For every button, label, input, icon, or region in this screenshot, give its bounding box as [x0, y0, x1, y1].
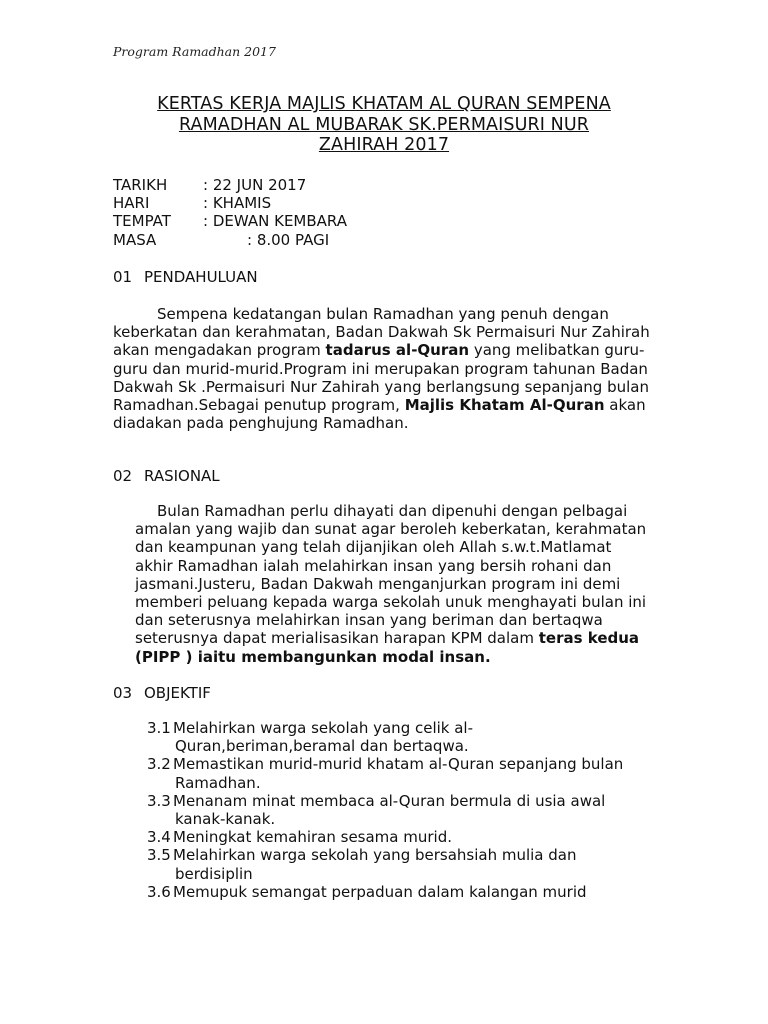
info-value: : KHAMIS: [203, 194, 272, 213]
info-label: HARI: [113, 194, 150, 213]
paragraph-pendahuluan: [113, 305, 650, 432]
item-number: 3.5: [147, 846, 171, 865]
section-heading-objektif: [113, 684, 211, 702]
title-line-3: ZAHIRAH 2017: [318, 135, 450, 155]
list-item: [147, 755, 623, 791]
text-line: Bulan Ramadhan perlu dihayati dan dipenuhi dengan pelbagai: [157, 502, 628, 520]
list-item: [147, 719, 623, 755]
document-title: [100, 94, 668, 156]
text-span: Ramadhan.Sebagai penutup program,: [113, 395, 405, 414]
text-line: [113, 396, 650, 414]
item-number: 3.4: [147, 828, 171, 847]
objective-list: [147, 719, 623, 901]
info-value: : DEWAN KEMBARA: [203, 212, 347, 231]
text-span: akan: [604, 395, 646, 414]
item-text-cont: berdisiplin: [175, 864, 253, 883]
section-heading-rasional: [113, 467, 220, 485]
text-line: Sempena kedatangan bulan Ramadhan yang penuh dengan: [157, 305, 609, 323]
item-text: Melahirkan warga sekolah yang bersahsiah mulia dan: [173, 846, 577, 865]
section-title: PENDAHULUAN: [144, 268, 258, 286]
item-text: Menanam minat membaca al-Quran bermula di usia awal: [173, 791, 606, 810]
title-line-1: KERTAS KERJA MAJLIS KHATAM AL QURAN SEMPENA: [157, 94, 611, 114]
item-number: 3.3: [147, 791, 171, 810]
title-line-2: RAMADHAN AL MUBARAK SK.PERMAISURI NUR: [178, 114, 590, 135]
item-number: 3.6: [147, 882, 171, 901]
text-line: [135, 629, 646, 647]
list-item: [147, 828, 623, 846]
bold-text: tadarus al-Quran: [325, 341, 470, 360]
bold-text: teras kedua: [538, 629, 640, 648]
bold-text: Majlis Khatam Al-Quran: [404, 395, 605, 414]
section-number: 01: [113, 268, 133, 286]
list-item: [147, 792, 623, 828]
text-line: Dakwah Sk .Permaisuri Nur Zahirah yang berlangsung sepanjang bulan: [113, 377, 649, 396]
paragraph-rasional: [135, 502, 646, 666]
list-item: [147, 846, 623, 882]
item-text: Meningkat kemahiran sesama murid.: [173, 828, 452, 847]
section-number: 03: [113, 684, 133, 702]
info-value: : 22 JUN 2017: [203, 176, 307, 194]
item-text: Memupuk semangat perpaduan dalam kalangan murid: [173, 882, 587, 901]
item-text: Melahirkan warga sekolah yang celik al-: [173, 719, 474, 737]
bold-text: (PIPP ) iaitu membangunkan modal insan.: [135, 647, 491, 666]
text-span: seterusnya dapat merialisasikan harapan KPM dalam: [135, 629, 539, 648]
page-header: Program Ramadhan 2017: [113, 44, 276, 59]
section-title: OBJEKTIF: [144, 684, 211, 702]
item-text-cont: Quran,beriman,beramal dan bertaqwa.: [175, 737, 469, 756]
text-line: [135, 648, 646, 666]
info-label: MASA: [113, 230, 157, 249]
text-line: akhir Ramadhan ialah melahirkan insan yang bersih rohani dan: [135, 556, 612, 575]
list-item: [147, 883, 623, 901]
info-value: : 8.00 PAGI: [247, 230, 330, 249]
item-number: 3.2: [147, 755, 171, 774]
text-line: guru dan murid-murid.Program ini merupakan program tahunan Badan: [113, 359, 648, 378]
section-heading-pendahuluan: [113, 268, 258, 286]
text-span: yang melibatkan guru-: [469, 341, 645, 360]
text-line: [113, 341, 650, 359]
text-line: dan seterusnya melahirkan insan yang beriman dan bertaqwa: [135, 611, 603, 630]
item-number: 3.1: [147, 719, 171, 737]
item-text: Memastikan murid-murid khatam al-Quran sepanjang bulan: [173, 755, 624, 774]
text-line: memberi peluang kepada warga sekolah unuk menghayati bulan ini: [135, 592, 647, 611]
section-number: 02: [113, 467, 133, 485]
item-text-cont: Ramadhan.: [175, 773, 261, 792]
info-label: TEMPAT: [113, 212, 171, 231]
item-text-cont: kanak-kanak.: [175, 810, 276, 829]
text-line: jasmani.Justeru, Badan Dakwah menganjurkan program ini demi: [135, 574, 621, 593]
section-title: RASIONAL: [144, 467, 220, 485]
text-line: keberkatan dan kerahmatan, Badan Dakwah Sk Permaisuri Nur Zahirah: [113, 323, 650, 342]
info-label: TARIKH: [113, 176, 168, 194]
text-line: amalan yang wajib dan sunat agar beroleh keberkatan, kerahmatan: [135, 520, 647, 539]
text-span: akan mengadakan program: [113, 341, 326, 360]
text-line: dan keampunan yang telah dijanjikan oleh Allah s.w.t.Matlamat: [135, 538, 612, 557]
text-line: diadakan pada penghujung Ramadhan.: [113, 414, 409, 433]
